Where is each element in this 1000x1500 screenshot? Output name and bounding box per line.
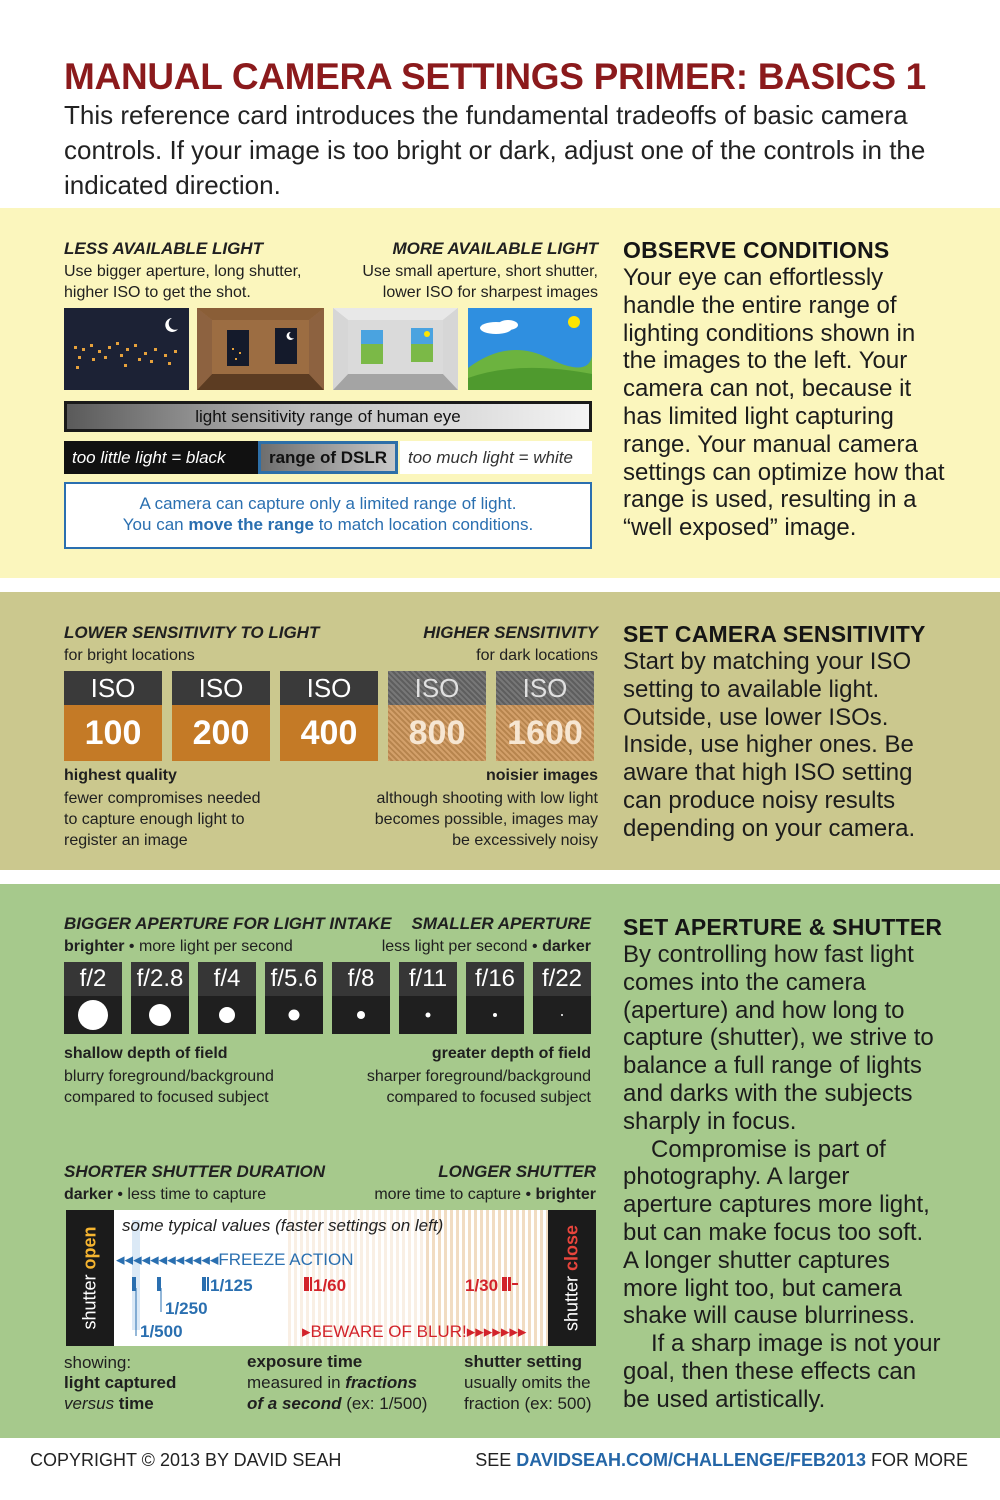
shallow-dof-text-1: blurry foreground/background	[64, 1068, 274, 1085]
copyright-text: COPYRIGHT © 2013 BY DAVID SEAH	[30, 1450, 342, 1470]
fstop-f11-tile	[399, 962, 457, 1034]
iso-400-tile	[280, 671, 378, 761]
eye-range-bar: light sensitivity range of human eye	[64, 401, 592, 432]
aperture-dot-icon	[289, 1010, 300, 1021]
noisier-images-text-1: although shooting with low light	[376, 790, 598, 807]
iso-200-tile	[172, 671, 270, 761]
highest-quality-text-2: to capture enough light to	[64, 811, 245, 828]
legend-versus-time: versus time	[64, 1394, 154, 1413]
observe-conditions-heading: OBSERVE CONDITIONS	[623, 237, 890, 263]
iso-label: ISO	[64, 671, 162, 705]
iso-value: 200	[172, 705, 270, 761]
legend-shutter-setting: shutter setting	[464, 1352, 583, 1371]
aperture-dot-icon	[493, 1013, 497, 1017]
smaller-aperture-heading: SMALLER APERTURE	[411, 914, 591, 933]
aperture-dot-icon	[561, 1014, 563, 1016]
shallow-dof-label: shallow depth of field	[64, 1045, 228, 1062]
iso-label: ISO	[280, 671, 378, 705]
aperture-dot-icon	[78, 1000, 108, 1030]
camera-range-note	[64, 482, 592, 549]
beware-blur-label: ▸BEWARE OF BLUR!▸▸▸▸▸▸▸	[302, 1322, 527, 1341]
legend-fractions: measured in fractions	[247, 1373, 418, 1392]
noisier-images-text-3: be excessively noisy	[452, 832, 598, 849]
shutter-open-label: shutter open	[79, 1226, 100, 1330]
iso-1600-tile	[496, 671, 594, 761]
iso-value: 1600	[496, 705, 594, 761]
greater-dof-text-2: compared to focused subject	[386, 1089, 591, 1106]
fstop-f5.6-tile	[265, 962, 323, 1034]
too-little-light-label: too little light = black	[64, 441, 260, 474]
iso-value: 400	[280, 705, 378, 761]
intro-text: This reference card introduces the fundamental tradeoffs of basic camera controls. If your image is too bright or dark, adjust one of the controls in the indicated direction.	[64, 100, 926, 200]
bigger-aperture-sub: brighter • more light per second	[64, 938, 293, 955]
sensitivity-text: Start by matching your ISO setting to available light. Outside, use lower ISOs. Inside, use higher ones. Be aware that high ISO setting can produce noisy results depending on your camera.	[623, 648, 916, 842]
aperture-shutter-heading: SET APERTURE & SHUTTER	[623, 914, 943, 940]
camera-note-line-2: You can move the range to match location conditions.	[122, 515, 534, 534]
noisier-images-text-2: becomes possible, images may	[374, 811, 598, 828]
shutter-value-125: 1/125	[210, 1276, 253, 1295]
noisier-images-label: noisier images	[485, 767, 598, 784]
aperture-shutter-text	[623, 941, 943, 1414]
highest-quality-text-3: register an image	[64, 832, 188, 849]
lower-sensitivity-sub: for bright locations	[64, 647, 195, 664]
highest-quality-label: highest quality	[64, 767, 177, 784]
freeze-action-label: ◂◂◂◂◂◂◂◂◂◂◂◂FREEZE ACTION	[116, 1250, 354, 1269]
aperture-dot-icon	[426, 1013, 431, 1018]
iso-label: ISO	[388, 671, 486, 705]
shallow-dof-text-2: compared to focused subject	[64, 1089, 269, 1106]
iso-label: ISO	[172, 671, 270, 705]
fstop-f22-tile	[533, 962, 591, 1034]
smaller-aperture-sub: less light per second • darker	[381, 938, 591, 955]
more-light-heading: MORE AVAILABLE LIGHT	[392, 239, 598, 258]
aperture-shutter-paragraph-3: If a sharp image is not your goal, then these effects can be used artistically.	[623, 1330, 941, 1413]
shorter-shutter-sub: darker • less time to capture	[64, 1186, 267, 1203]
less-light-heading: LESS AVAILABLE LIGHT	[64, 239, 263, 258]
outdoor-scene-image	[468, 308, 592, 390]
shutter-open-bar	[66, 1210, 114, 1346]
dark-room-image	[197, 308, 324, 390]
iso-value: 800	[388, 705, 486, 761]
greater-dof-text-1: sharper foreground/background	[366, 1068, 591, 1085]
fstop-label: f/22	[541, 965, 583, 992]
fstop-f2-tile	[64, 962, 122, 1034]
bright-room-image	[333, 308, 458, 390]
fstop-label: f/5.6	[270, 965, 318, 992]
aperture-shutter-paragraph-2: Compromise is part of photography. A larger aperture captures more light, but can make focus too soft. A longer shutter captures more light too, but camera shake will cause blurriness.	[623, 1135, 930, 1330]
camera-note-line-1: A camera can capture only a limited range of light.	[139, 494, 517, 513]
dslr-range-label: range of DSLR	[258, 441, 398, 474]
more-light-text-2: lower ISO for sharpest images	[382, 284, 598, 301]
shutter-close-label: shutter close	[561, 1224, 582, 1332]
shutter-value-500: 1/500	[140, 1322, 183, 1341]
higher-sensitivity-sub: for dark locations	[476, 647, 598, 664]
iso-100-tile	[64, 671, 162, 761]
sensitivity-heading: SET CAMERA SENSITIVITY	[623, 621, 926, 647]
fstop-f2.8-tile	[131, 962, 189, 1034]
fstop-label: f/8	[347, 965, 375, 992]
longer-shutter-sub: more time to capture • brighter	[374, 1186, 596, 1203]
legend-light-captured: light captured	[64, 1373, 177, 1392]
more-info-text: SEE DAVIDSEAH.COM/CHALLENGE/FEB2013 FOR MORE	[475, 1450, 968, 1470]
fstop-f16-tile	[466, 962, 524, 1034]
legend-omits-fraction: usually omits the	[464, 1373, 591, 1392]
greater-dof-label: greater depth of field	[431, 1045, 591, 1062]
fstop-label: f/4	[213, 965, 241, 992]
shutter-value-60: 1/60	[313, 1276, 347, 1295]
shutter-value-30: 1/30	[465, 1276, 499, 1295]
less-light-text-1: Use bigger aperture, long shutter,	[64, 263, 302, 280]
shutter-value-250: 1/250	[165, 1299, 208, 1318]
page-title: MANUAL CAMERA SETTINGS PRIMER: BASICS 1	[64, 56, 926, 97]
highest-quality-text-1: fewer compromises needed	[64, 790, 261, 807]
too-much-light-label: too much light = white	[400, 441, 592, 474]
fstop-label: f/2.8	[136, 965, 184, 992]
lower-sensitivity-heading: LOWER SENSITIVITY TO LIGHT	[64, 623, 320, 642]
observe-conditions-text: Your eye can effortlessly handle the entire range of lighting conditions shown in the images to the left. Your camera can not, because it has limited light capturing range. Your manual camera settings can optimize how that range is used, resulting in a “well exposed” image.	[623, 264, 945, 542]
longer-shutter-heading: LONGER SHUTTER	[438, 1162, 596, 1181]
fstop-label: f/16	[474, 965, 516, 992]
website-link[interactable]: DAVIDSEAH.COM/CHALLENGE/FEB2013	[516, 1450, 866, 1470]
iso-value: 100	[64, 705, 162, 761]
fstop-label: f/11	[408, 965, 448, 992]
fstop-f4-tile	[198, 962, 256, 1034]
aperture-dot-icon	[357, 1011, 365, 1019]
bigger-aperture-heading: BIGGER APERTURE FOR LIGHT INTAKE	[64, 914, 392, 933]
aperture-shutter-paragraph-1: By controlling how fast light comes into the camera (aperture) and how long to capture (shutter), we strive to balance a full range of lights and darks with the subjects sharply in focus.	[623, 941, 934, 1135]
aperture-dot-icon	[149, 1004, 171, 1026]
less-light-text-2: higher ISO to get the shot.	[64, 284, 251, 301]
shutter-chart-caption: some typical values (faster settings on left)	[122, 1216, 444, 1235]
legend-fraction-example: fraction (ex: 500)	[464, 1394, 592, 1413]
fstop-f8-tile	[332, 962, 390, 1034]
shutter-close-bar	[548, 1210, 596, 1346]
legend-exposure-time: exposure time	[247, 1352, 363, 1371]
more-light-text-1: Use small aperture, short shutter,	[362, 263, 598, 280]
fstop-label: f/2	[79, 965, 107, 992]
shorter-shutter-heading: SHORTER SHUTTER DURATION	[64, 1162, 325, 1181]
iso-label: ISO	[496, 671, 594, 705]
higher-sensitivity-heading: HIGHER SENSITIVITY	[423, 623, 598, 642]
legend-showing: showing:	[64, 1353, 132, 1372]
aperture-dot-icon	[219, 1007, 235, 1023]
legend-of-a-second: of a second (ex: 1/500)	[247, 1394, 428, 1413]
iso-800-tile	[388, 671, 486, 761]
night-city-image	[64, 308, 189, 390]
